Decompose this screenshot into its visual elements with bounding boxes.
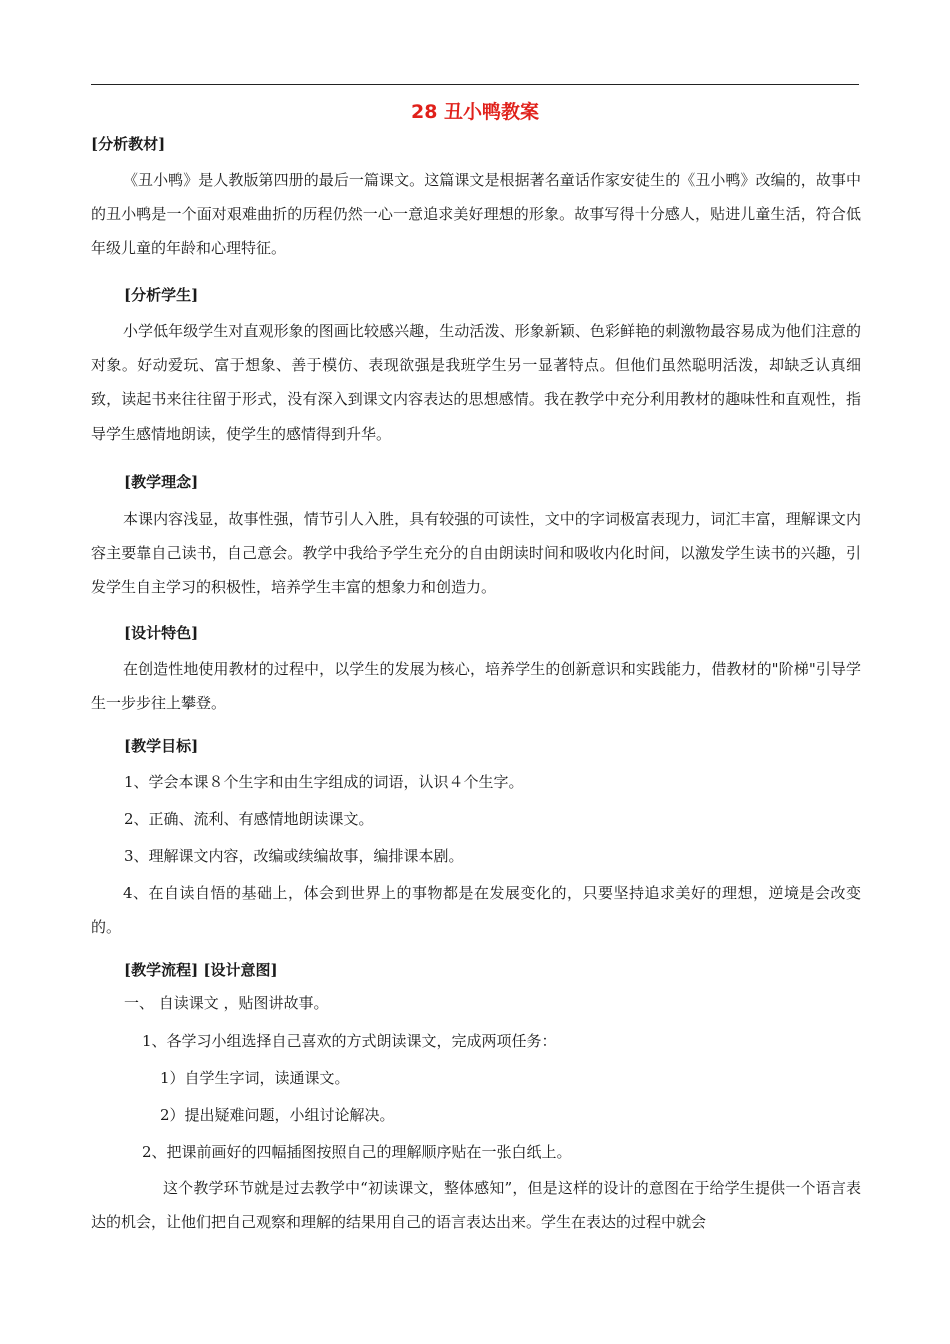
goal-item-2: 2、正确、流利、有感情地朗读课文。 bbox=[124, 810, 374, 828]
flow-sub-1a: 1）自学生字词，读通课文。 bbox=[160, 1069, 350, 1087]
goal-item-4: 4、在自读自悟的基础上，体会到世界上的事物都是在发展变化的，只要坚持追求美好的理想，逆境是会改变的。 bbox=[91, 884, 861, 937]
heading-analysis-material: [分析教材] bbox=[91, 135, 166, 153]
paragraph-analysis-students: 小学低年级学生对直观形象的图画比较感兴趣，生动活泼、形象新颖、色彩鲜艳的刺激物最容易成为他们注意的对象。好动爱玩、富于想象、善于模仿、表现欲强是我班学生另一显著特点。但他们虽然聪明活泼，却缺乏认真细致，读起书来往往留于形式，没有深入到课文内容表达的思想感情。我在教学中充分利用教材的趣味性和直观性，指导学生感情地朗读，使学生的感情得到升华。 bbox=[91, 322, 861, 443]
heading-teaching-flow: [教学流程] [设计意图] bbox=[124, 961, 278, 979]
paragraph-design-features: 在创造性地使用教材的过程中，以学生的发展为核心，培养学生的创新意识和实践能力，借教材的"阶梯"引导学生一步步往上攀登。 bbox=[91, 660, 861, 713]
goal-item-3: 3、理解课文内容，改编或续编故事，编排课本剧。 bbox=[124, 847, 464, 865]
paragraph-analysis-material: 《丑小鸭》是人教版第四册的最后一篇课文。这篇课文是根据著名童话作家安徒生的《丑小鸭》改编的，故事中的丑小鸭是一个面对艰难曲折的历程仍然一心一意追求美好理想的形象。故事写得十分感人，贴进儿童生活，符合低年级儿童的年龄和心理特征。 bbox=[91, 171, 861, 258]
heading-design-features: [设计特色] bbox=[124, 624, 199, 642]
flow-sub-1: 1、各学习小组选择自己喜欢的方式朗读课文，完成两项任务： bbox=[142, 1032, 557, 1050]
document-title: 28 丑小鸭教案 bbox=[410, 101, 540, 123]
heading-teaching-goals: [教学目标] bbox=[124, 737, 199, 755]
flow-step-1: 一、 自读课文 ，贴图讲故事。 bbox=[124, 994, 329, 1012]
heading-teaching-concept: [教学理念] bbox=[124, 473, 199, 491]
heading-analysis-students: [分析学生] bbox=[124, 286, 199, 304]
header-rule bbox=[91, 84, 859, 85]
paragraph-teaching-concept: 本课内容浅显，故事性强，情节引人入胜，具有较强的可读性，文中的字词极富表现力，词汇丰富，理解课文内容主要靠自己读书，自己意会。教学中我给予学生充分的自由朗读时间和吸收内化时间，以激发学生读书的兴趣，引发学生自主学习的积极性，培养学生丰富的想象力和创造力。 bbox=[91, 510, 861, 597]
flow-sub-2: 2、把课前画好的四幅插图按照自己的理解顺序贴在一张白纸上。 bbox=[142, 1143, 572, 1161]
flow-sub-1b: 2）提出疑难问题，小组讨论解决。 bbox=[160, 1106, 395, 1124]
flow-design-intent: 这个教学环节就是过去教学中“初读课文，整体感知”，但是这样的设计的意图在于给学生提供一个语言表达的机会，让他们把自己观察和理解的结果用自己的语言表达出来。学生在表达的过程中就会 bbox=[91, 1179, 861, 1232]
goal-item-1: 1、学会本课８个生字和由生字组成的词语，认识４个生字。 bbox=[124, 773, 524, 791]
